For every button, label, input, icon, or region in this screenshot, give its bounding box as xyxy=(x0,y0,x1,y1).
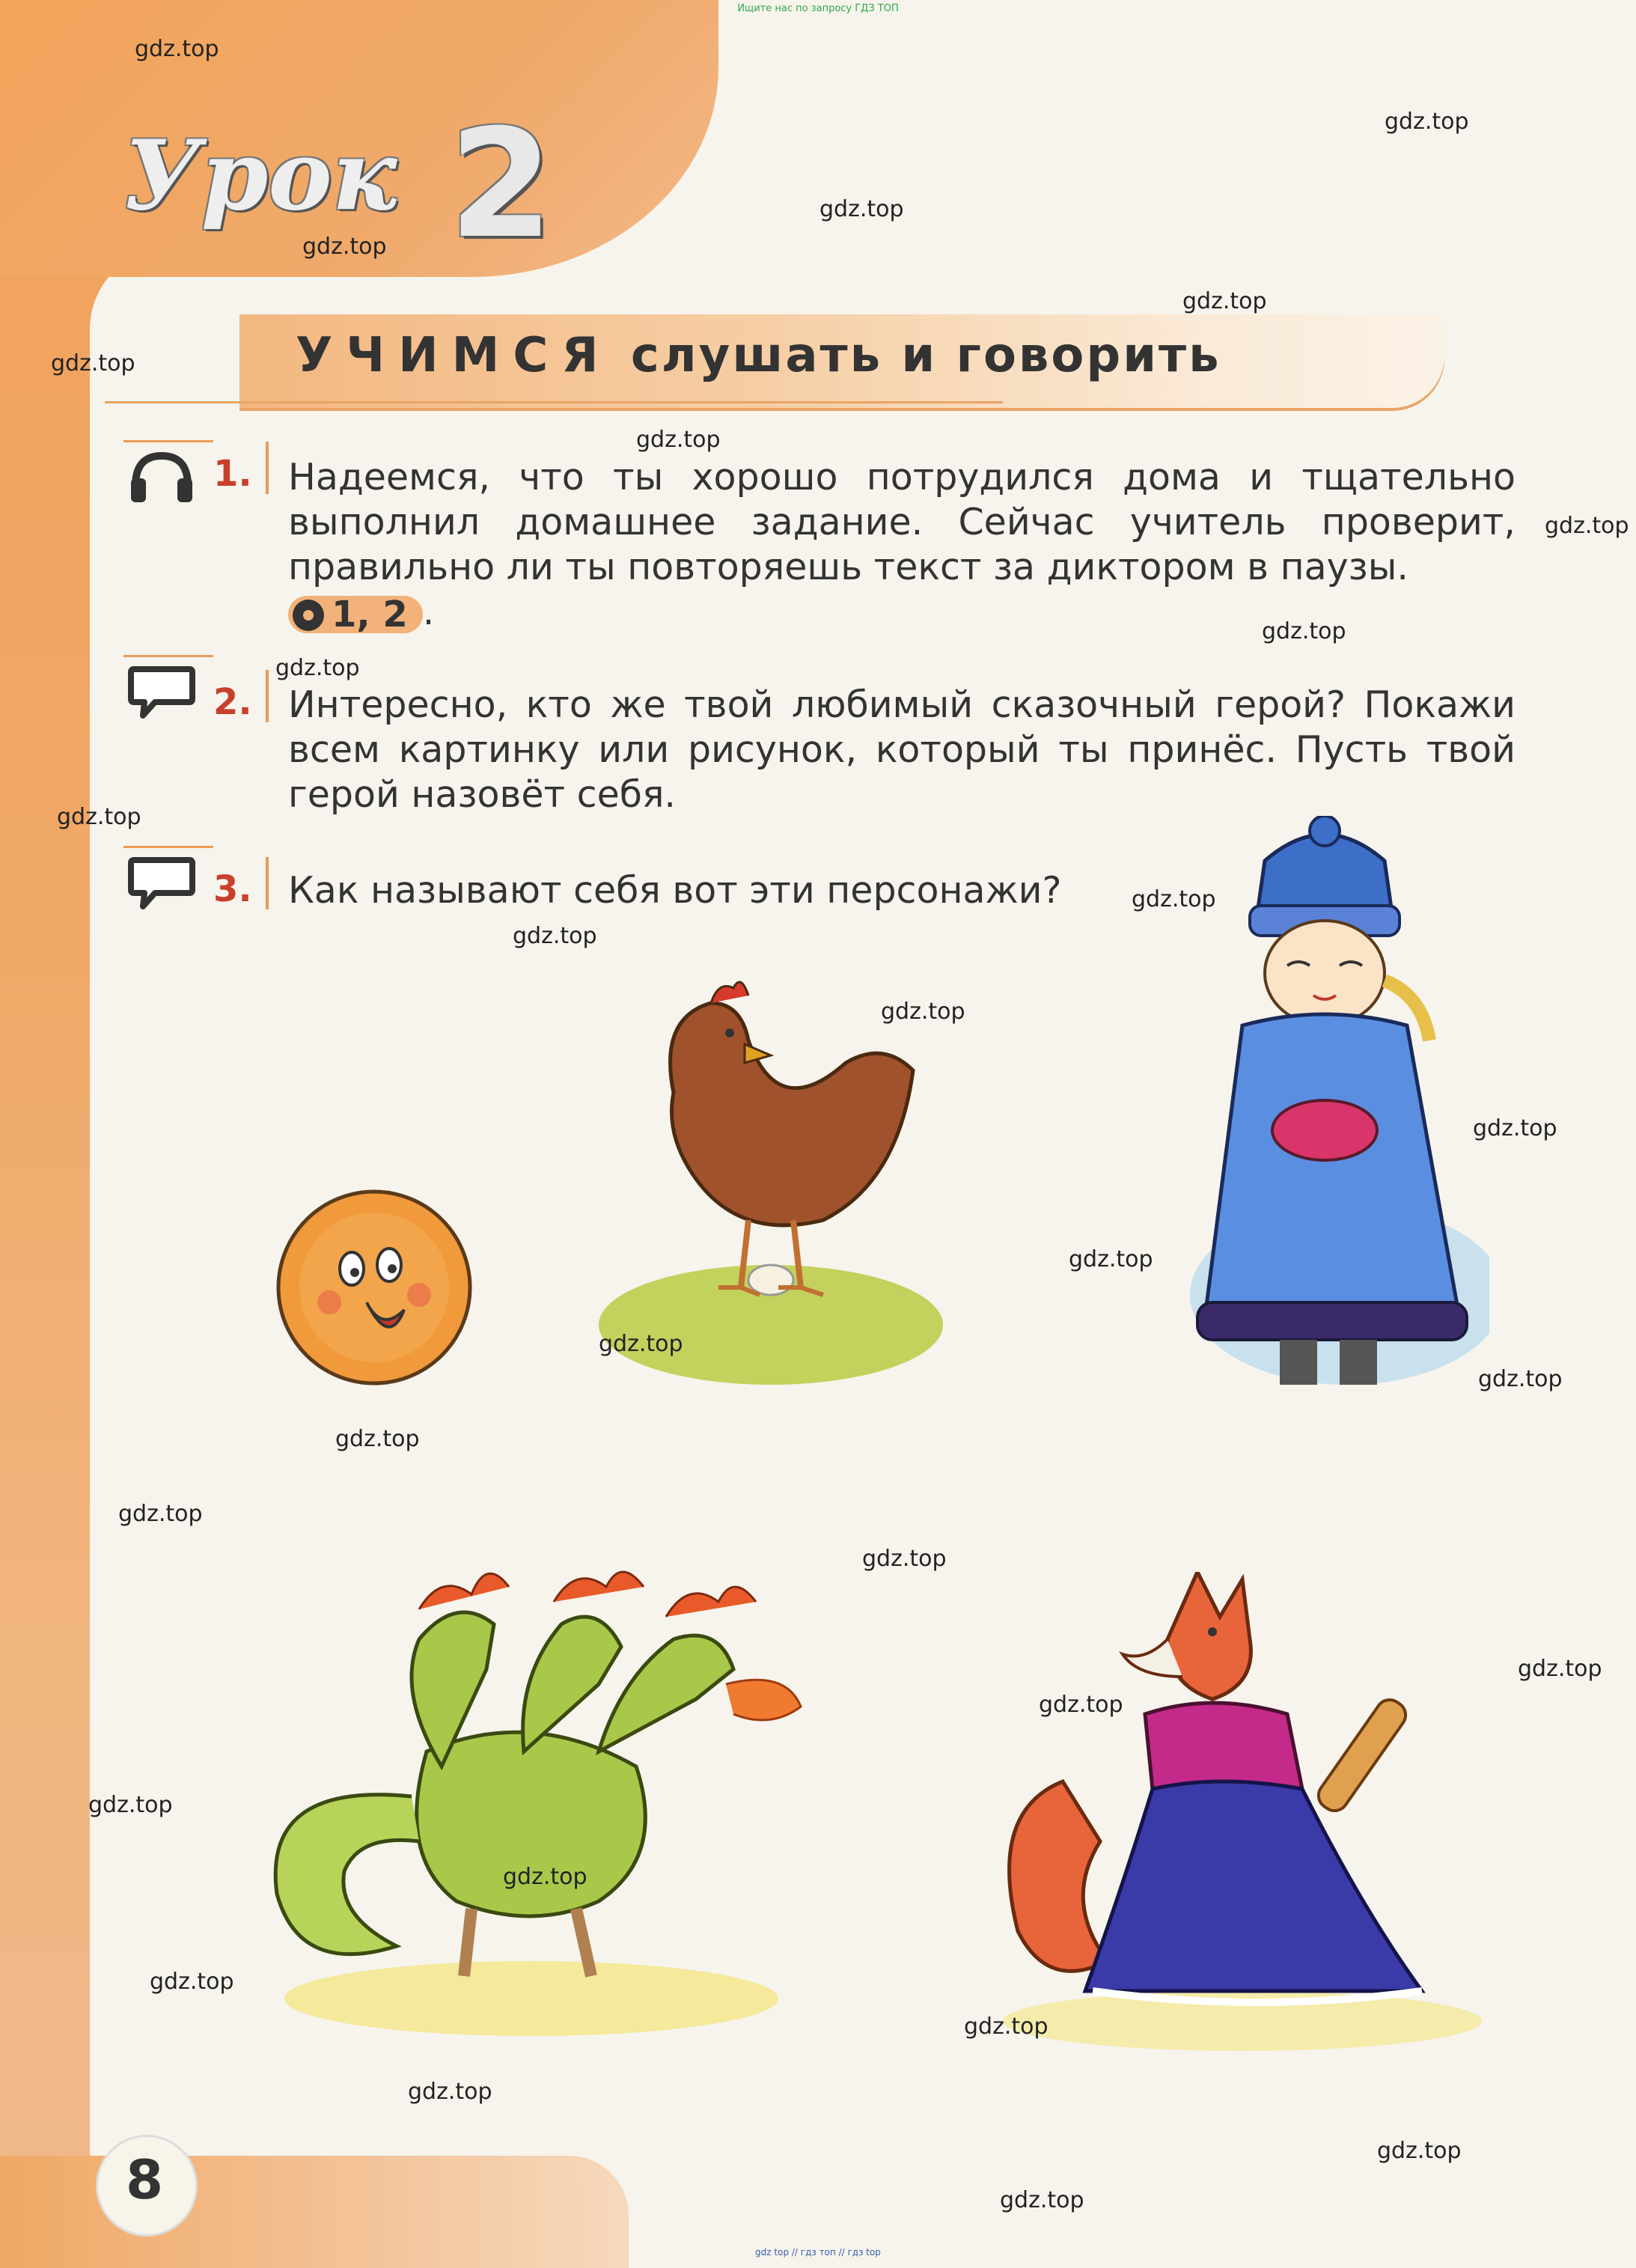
watermark: gdz.top xyxy=(1132,886,1216,912)
task-2-text: Интересно, кто же твой любимый сказочный герой? Покажи всем картинку или рисунок, который ты принёс. Пусть твой герой назовёт себя. xyxy=(288,683,1516,816)
headphones-icon xyxy=(128,448,195,505)
watermark: gdz.top xyxy=(513,923,597,949)
section-title xyxy=(296,328,1221,383)
task-1-divider xyxy=(266,442,269,494)
task-1-body: Надеемся, что ты хорошо потрудился дома и тщательно выполнил домашнее задание. Сейчас учитель проверит, правильно ли ты повторяешь текст за диктором в паузы. xyxy=(288,456,1516,588)
task-3-number: 3. xyxy=(213,868,252,910)
watermark: gdz.top xyxy=(150,1969,234,1995)
page-number: 8 xyxy=(125,2148,164,2211)
audio-track-label: 1, 2 xyxy=(332,593,408,635)
watermark: gdz.top xyxy=(1000,2187,1084,2213)
watermark: gdz.top xyxy=(1518,1656,1602,1682)
task-3-icon-box xyxy=(123,846,213,915)
watermark: gdz.top xyxy=(964,2014,1049,2040)
watermark: gdz.top xyxy=(1182,288,1267,314)
watermark: gdz.top xyxy=(1545,513,1629,539)
task-1-tail: . xyxy=(422,591,435,633)
speech-bubble-icon xyxy=(128,663,195,720)
task-1-text xyxy=(288,455,1516,635)
watermark: gdz.top xyxy=(503,1864,587,1890)
watermark: gdz.top xyxy=(88,1792,173,1818)
fox-illustration xyxy=(973,1572,1512,2051)
dragon-illustration xyxy=(247,1557,816,2036)
top-note: Ищите нас по запросу ГДЗ ТОП xyxy=(737,3,899,14)
watermark: gdz.top xyxy=(1039,1692,1123,1718)
watermark: gdz.top xyxy=(881,999,965,1025)
task-3-text: Как называют себя вот эти персонажи? xyxy=(288,869,1062,912)
watermark: gdz.top xyxy=(335,1426,420,1452)
task-2-number: 2. xyxy=(213,681,252,723)
watermark: gdz.top xyxy=(275,655,360,681)
lesson-title: Урок xyxy=(123,120,397,232)
watermark: gdz.top xyxy=(1262,618,1346,644)
girl-winter-illustration xyxy=(1175,816,1489,1385)
banner-underline xyxy=(105,401,1003,403)
task-1-number: 1. xyxy=(213,453,252,495)
lesson-number: 2 xyxy=(449,97,554,272)
watermark: gdz.top xyxy=(135,36,219,62)
watermark: gdz.top xyxy=(599,1331,683,1357)
task-2-icon-box xyxy=(123,655,213,725)
watermark: gdz.top xyxy=(1377,2138,1462,2164)
watermark: gdz.top xyxy=(1069,1246,1153,1272)
kolobok-illustration xyxy=(269,1183,479,1392)
section-title-caps: УЧИМСЯ xyxy=(296,328,612,383)
watermark: gdz.top xyxy=(51,350,135,377)
watermark: gdz.top xyxy=(1478,1366,1563,1392)
audio-disc-icon xyxy=(293,600,324,631)
bottom-note: gdz top // гдз топ // гдз top xyxy=(755,2247,881,2258)
task-1-icon-box xyxy=(123,440,213,510)
section-title-rest: слушать и говорить xyxy=(611,328,1221,383)
task-3-divider xyxy=(266,857,269,909)
watermark: gdz.top xyxy=(118,1501,203,1527)
watermark: gdz.top xyxy=(819,196,904,222)
watermark: gdz.top xyxy=(408,2079,492,2105)
watermark: gdz.top xyxy=(636,427,721,453)
hen-illustration xyxy=(599,973,943,1392)
speech-bubble-icon xyxy=(128,854,195,911)
page-curve xyxy=(90,247,180,2231)
watermark: gdz.top xyxy=(302,234,387,260)
watermark: gdz.top xyxy=(57,804,141,830)
audio-track-badge[interactable] xyxy=(288,593,423,635)
task-2-divider xyxy=(266,670,269,722)
watermark: gdz.top xyxy=(862,1546,947,1572)
watermark: gdz.top xyxy=(1385,109,1469,135)
watermark: gdz.top xyxy=(1473,1115,1557,1141)
